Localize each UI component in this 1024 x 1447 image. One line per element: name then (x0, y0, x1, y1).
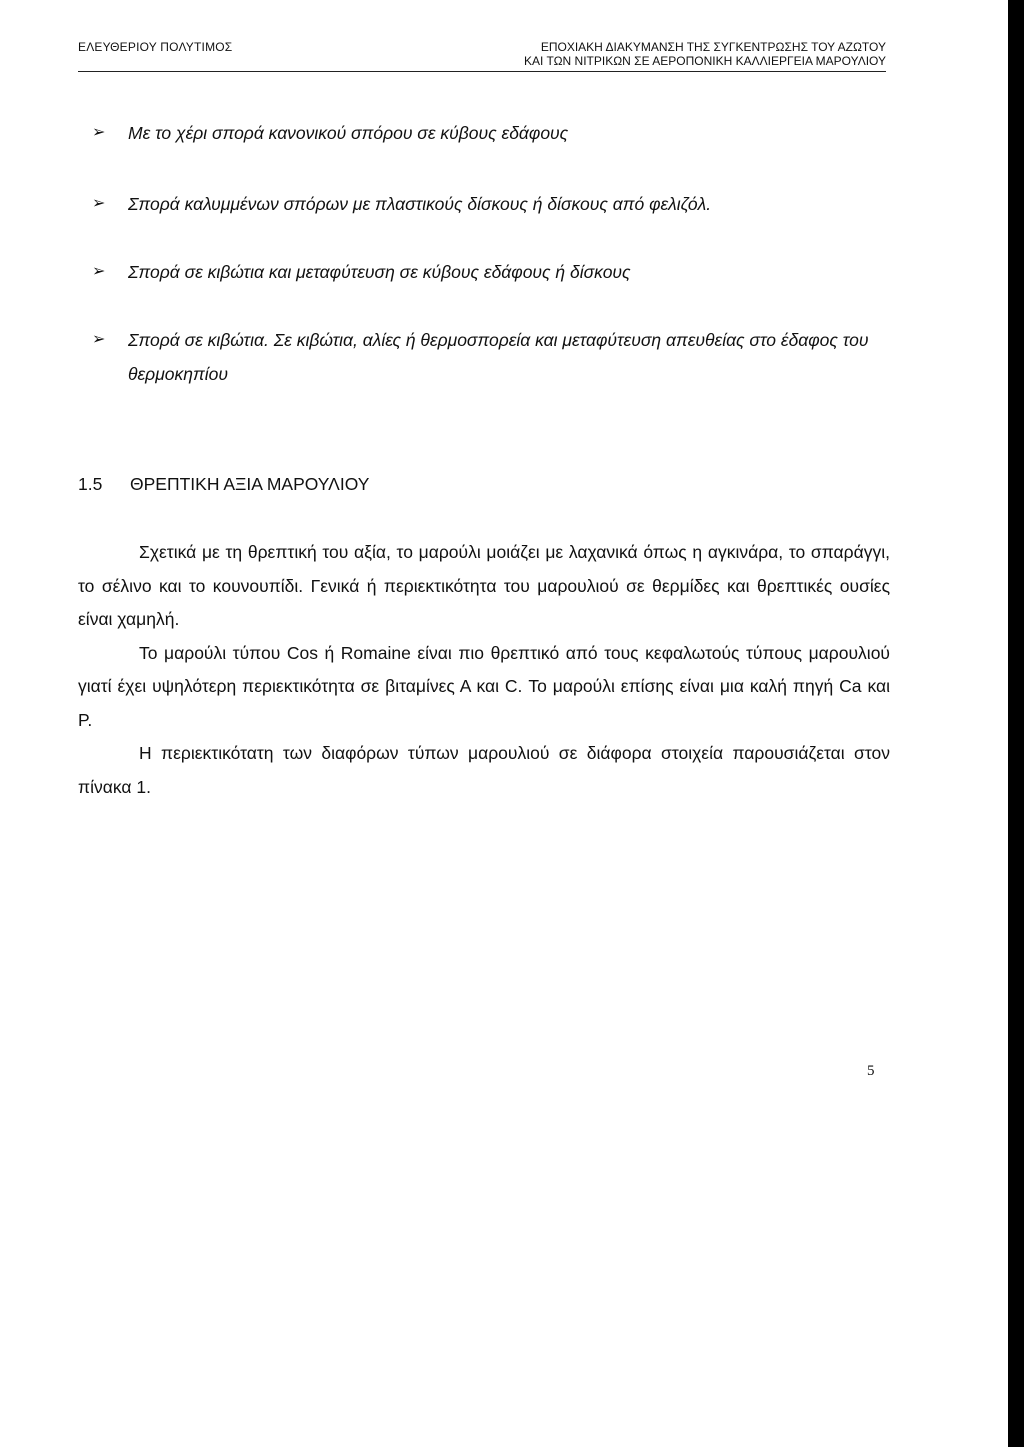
arrow-bullet-icon: ➢ (92, 263, 106, 280)
arrow-bullet-icon: ➢ (92, 195, 106, 212)
arrow-bullet-icon: ➢ (92, 124, 106, 141)
section-heading (78, 470, 890, 498)
header-divider (78, 71, 886, 72)
bullet-list (92, 116, 912, 391)
header-author: ΕΛΕΥΘΕΡΙΟΥ ΠΟΛΥΤΙΜΟΣ (78, 40, 233, 54)
arrow-bullet-icon: ➢ (92, 331, 106, 348)
nutrition-section (78, 470, 890, 804)
section-title: ΘΡΕΠΤΙΚΗ ΑΞΙΑ ΜΑΡΟΥΛΙΟΥ (130, 474, 370, 494)
paragraph: Το μαρούλι τύπου Cos ή Romaine είναι πιο θρεπτικό από τους κεφαλωτούς τύπους μαρουλιού γιατί έχει υψηλότερη περιεκτικότητα σε βιταμίνες Α και C. Το μαρούλι επίσης είναι μια καλή πηγή Ca και P. (78, 642, 890, 730)
list-item (92, 187, 912, 255)
header-title-line-1: ΕΠΟΧΙΑΚΗ ΔΙΑΚΥΜΑΝΣΗ ΤΗΣ ΣΥΓΚΕΝΤΡΩΣΗΣ ΤΟΥ ΑΖΩΤΟΥ (540, 40, 886, 54)
list-item-text: Σπορά σε κιβώτια. Σε κιβώτια, αλίες ή θερμοσπορεία και μεταφύτευση απευθείας στο έδαφος του θερμοκηπίου (128, 330, 869, 384)
page-number: 5 (867, 1063, 875, 1079)
paragraph: Σχετικά με τη θρεπτική του αξία, το μαρούλι μοιάζει με λαχανικά όπως η αγκινάρα, το σπαράγγι, το σέλινο και το κουνουπίδι. Γενικά ή περιεκτικότητα του μαρουλιού σε θερμίδες και θρεπτικές ουσίες είναι χαμηλή. (78, 542, 890, 629)
paragraph: Η περιεκτικότατη των διαφόρων τύπων μαρουλιού σε διάφορα στοιχεία παρουσιάζεται στον πίνακα 1. (78, 743, 890, 797)
header-title (524, 40, 886, 68)
header-title-line-2: ΚΑΙ ΤΩΝ ΝΙΤΡΙΚΩΝ ΣΕ ΑΕΡΟΠΟΝΙΚΗ ΚΑΛΛΙΕΡΓΕΙΑ ΜΑΡΟΥΛΙΟΥ (524, 54, 886, 68)
section-number: 1.5 (78, 474, 103, 494)
list-item-text: Σπορά καλυμμένων σπόρων με πλαστικούς δίσκους ή δίσκους από φελιζόλ. (128, 194, 712, 214)
list-item (92, 116, 912, 187)
list-item-text: Με το χέρι σπορά κανονικού σπόρου σε κύβους εδάφους (128, 123, 569, 143)
list-item-text: Σπορά σε κιβώτια και μεταφύτευση σε κύβους εδάφους ή δίσκους (128, 262, 631, 282)
list-item (92, 323, 912, 391)
list-item (92, 255, 912, 323)
